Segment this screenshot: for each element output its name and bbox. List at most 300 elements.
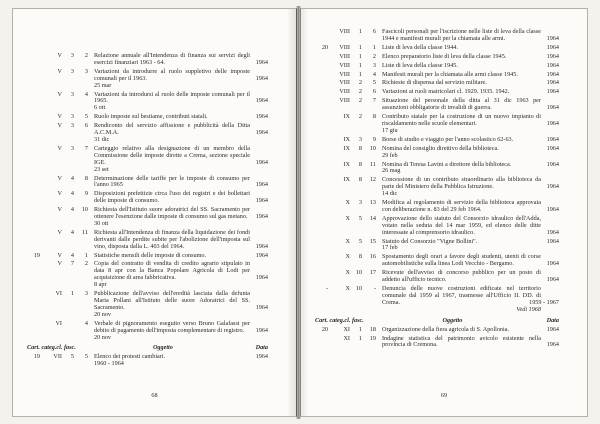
- entry-description-line: [94, 67, 268, 83]
- column-header-object: Oggetto: [442, 316, 463, 324]
- entry-category-numeral: IX: [343, 160, 350, 168]
- entry-class-number: 2: [358, 113, 362, 121]
- entry-fascicle-number: 6: [84, 122, 88, 130]
- inventory-entry: [315, 52, 559, 61]
- entry-description-line: [382, 199, 559, 214]
- entry-cart-number: [315, 54, 328, 61]
- entry-date: 6 ott: [94, 104, 106, 112]
- inventory-entry: [315, 113, 559, 135]
- entry-cart-number: [27, 207, 40, 228]
- entry-fascicle-number: 8: [372, 113, 376, 121]
- entry-category-numeral: V: [57, 67, 62, 75]
- entry-category-numeral: X: [345, 269, 350, 277]
- entry-description-line: [382, 79, 559, 87]
- entry-year: 1964: [546, 228, 559, 236]
- entry-description-line: [94, 122, 268, 137]
- entry-year: 1964: [546, 144, 559, 152]
- entry-category-numeral: V: [57, 251, 62, 259]
- entry-fascicle-number: 2: [84, 52, 88, 59]
- entry-fascicle-number: 2: [372, 52, 376, 60]
- entry-description-line: [382, 70, 559, 79]
- entry-year: 1964: [255, 181, 268, 189]
- entry-category-numeral: VIII: [339, 43, 350, 51]
- entry-description: Elenco preparatorio liste di leva della classe 1945.: [382, 52, 507, 60]
- entry-description-line: [94, 260, 268, 282]
- entry-description-line: [382, 97, 559, 112]
- inventory-entry: [315, 237, 559, 253]
- entry-date: 8 apr: [94, 281, 107, 289]
- entry-category-numeral: VIII: [339, 61, 350, 69]
- entry-cart-number: -: [325, 285, 328, 292]
- entry-class-number: [65, 321, 74, 342]
- entry-class-number: 4: [70, 251, 74, 259]
- inventory-entry: [315, 285, 559, 314]
- entry-fascicle-number: 7: [84, 144, 88, 152]
- entry-cart-number: [315, 254, 328, 268]
- entry-text-block: [91, 122, 268, 144]
- entry-class-number: 4: [70, 206, 74, 214]
- entry-year: 1964: [546, 237, 559, 245]
- entry-description: Elenco dei protesti cambiari.: [94, 353, 166, 361]
- entry-description: Situazione del personale della ditta al 31 dic 1963 per assunzioni obbligatorie di invalidi di guerra.: [382, 97, 541, 112]
- entry-fascicle-number: 8: [84, 174, 88, 182]
- entry-text-block: [379, 135, 559, 144]
- entry-description: Nomina del consiglio direttivo della biblioteca.: [382, 144, 499, 152]
- entry-year: 1964: [255, 129, 268, 137]
- entry-fascicle-number: 4: [84, 319, 88, 327]
- inventory-entry: [315, 214, 559, 237]
- entry-cart-number: [27, 92, 40, 113]
- entry-date: 30 ott: [94, 219, 109, 227]
- entry-description: Verbale di pignoramento eseguito verso Bruno Galafassi per debito di pagamento dell'imposta complementare di registro.: [94, 319, 250, 334]
- entry-text-block: [379, 144, 559, 160]
- entry-class-number: 4: [70, 228, 74, 236]
- entry-fascicle-number: 12: [369, 176, 376, 184]
- entry-fascicle-number: 6: [372, 88, 376, 96]
- entry-description-line: [94, 190, 268, 205]
- entry-description-line: [94, 52, 268, 67]
- entry-category-numeral: IX: [343, 144, 350, 152]
- column-header-object: Oggetto: [152, 344, 173, 352]
- entry-description: Liste di leva della classe 1944.: [382, 43, 458, 51]
- entry-date: 29 feb: [382, 151, 398, 159]
- inventory-entry: [27, 122, 268, 144]
- entry-text-block: [379, 28, 559, 43]
- entry-text-block: [91, 190, 268, 205]
- table-header-row: [315, 316, 559, 324]
- entry-class-number: 1: [358, 334, 362, 342]
- entry-year: 1964: [255, 242, 268, 250]
- entry-date: 17 feb: [382, 244, 398, 252]
- entry-cart-number: [315, 29, 328, 43]
- entry-category-numeral: VIII: [339, 97, 350, 105]
- table-header-row: [27, 344, 268, 352]
- entry-category-numeral: V: [57, 144, 62, 152]
- entry-text-block: [91, 353, 268, 368]
- entry-text-block: [91, 319, 268, 342]
- entry-year: 1964: [255, 97, 268, 105]
- entry-class-number: 10: [355, 269, 362, 277]
- entry-category-numeral: VII: [53, 353, 62, 361]
- entry-description-line: [382, 285, 559, 307]
- entry-text-block: [379, 88, 559, 96]
- entry-text-block: [379, 52, 559, 61]
- entry-category-numeral: V: [57, 190, 62, 198]
- entry-class-number: 3: [70, 67, 74, 75]
- entry-class-number: 2: [358, 97, 362, 105]
- inventory-entry: [27, 52, 268, 67]
- entry-description: Borse di studio e viaggio per l'anno scolastico 62-63.: [382, 135, 514, 143]
- inventory-entry: [315, 144, 559, 160]
- entry-class-number: 8: [358, 144, 362, 152]
- entry-fascicle-number: 3: [372, 61, 376, 69]
- entry-cart-number: [315, 72, 328, 79]
- entry-class-number: 8: [358, 253, 362, 261]
- inventory-entry: [315, 135, 559, 144]
- inventory-entry: [315, 334, 559, 350]
- entry-description: Organizzazione della fiera agricola di S. Apollonia.: [382, 325, 510, 333]
- entry-fascicle-number: 3: [84, 67, 88, 75]
- entry-description: Fascicoli personali per l'iscrizione nelle liste di leva della classe 1944 e manifesti murali per la chiamata alle armi.: [382, 28, 541, 42]
- entry-fascicle-number: 9: [84, 190, 88, 198]
- entry-fascicle-number: 7: [372, 97, 376, 105]
- entry-description-line: [382, 214, 559, 237]
- entry-description: Ricevute dell'avviso di concorso pubblico per un posto di addetto all'ufficio tecnico.: [382, 269, 541, 284]
- entry-cart-number: [315, 146, 328, 160]
- entry-description-line: [94, 174, 268, 190]
- entry-class-number: 5: [358, 214, 362, 222]
- entry-description: Manifesti murali per la chiamata alle armi classe 1945.: [382, 70, 518, 78]
- entry-class-number: 10: [355, 285, 362, 292]
- entry-class-number: 2: [358, 79, 362, 87]
- entry-category-numeral: V: [57, 90, 62, 98]
- entry-note: Vedi 1968: [516, 305, 541, 313]
- entry-description-line: [382, 269, 559, 284]
- entry-description-line: [382, 52, 559, 61]
- entry-year: 1964: [255, 197, 268, 205]
- entry-cart-number: [315, 239, 328, 253]
- inventory-entry: [27, 90, 268, 113]
- entry-cart-number: [27, 176, 40, 190]
- entry-year: 1964: [546, 70, 559, 78]
- inventory-entry: [315, 43, 559, 52]
- entry-cart-number: [315, 114, 328, 135]
- entry-text-block: [91, 174, 268, 190]
- entry-class-number: 3: [70, 90, 74, 98]
- inventory-entry: [27, 174, 268, 190]
- entry-fascicle-number: 11: [370, 160, 376, 168]
- page-number-right: 69: [440, 392, 448, 399]
- entry-description-line: [382, 61, 559, 70]
- entry-category-numeral: XI: [343, 325, 350, 333]
- entry-description: Variazioni da introdursi al ruolo delle imposte comunali per il 1965.: [94, 90, 250, 105]
- entry-description: Copia del contratto di vendita di credito agrario stipulato in data 8 apr con la Banca Popolare Agricola di Lodi per acquisizione di area fabbricativa.: [94, 260, 250, 282]
- entry-date: 31 dic: [94, 135, 110, 143]
- entry-fascicle-number: 19: [369, 334, 376, 342]
- entry-class-number: 3: [70, 122, 74, 130]
- inventory-entry: [315, 269, 559, 284]
- entry-year: 1964: [546, 325, 559, 333]
- entry-cart-number: [315, 216, 328, 237]
- right-page-entry-list: [301, 9, 587, 351]
- entry-description: Approvazione dello statuto del Consorzio idraulico dell'Adda, votato nella seduta del 14 mar 1959, ed elenco delle ditte interessate al comprensorio idraulico.: [382, 214, 541, 236]
- entry-category-numeral: X: [345, 253, 350, 261]
- inventory-entry: [315, 28, 559, 43]
- entry-year: 1964: [546, 135, 559, 143]
- entry-category-numeral: IX: [343, 113, 350, 121]
- entry-year: 1964: [546, 119, 559, 127]
- entry-class-number: 1: [358, 28, 362, 35]
- entry-year: 1964: [255, 113, 268, 121]
- entry-fascicle-number: 10: [81, 206, 88, 214]
- entry-text-block: [379, 113, 559, 135]
- entry-description-line: [94, 206, 268, 221]
- inventory-entry: [315, 199, 559, 214]
- entry-fascicle-number: 17: [369, 269, 376, 277]
- entry-cart-number: [315, 89, 328, 96]
- entry-fascicle-number: 9: [372, 135, 376, 143]
- entry-class-number: 1: [70, 290, 74, 298]
- entry-description-line: [94, 319, 268, 335]
- entry-category-numeral: X: [345, 214, 350, 222]
- entry-cart-number: [315, 270, 328, 284]
- entry-cart-number: [27, 123, 40, 144]
- entry-description-line: [382, 88, 559, 96]
- entry-category-numeral: VIII: [339, 70, 350, 78]
- entry-fascicle-number: 18: [369, 325, 376, 333]
- entry-fascicle-number: 13: [369, 199, 376, 207]
- entry-date: 26 mag: [382, 167, 401, 175]
- entry-description: Variazioni ai ruoli matricolari cl. 1929. 1935. 1942.: [382, 88, 510, 96]
- entry-year: 1964: [255, 74, 268, 82]
- inventory-entry: [27, 190, 268, 205]
- inventory-entry: [315, 97, 559, 112]
- entry-category-numeral: VIII: [339, 88, 350, 96]
- entry-cart-number: 20: [321, 43, 328, 51]
- entry-fascicle-number: 5: [84, 353, 88, 361]
- entry-description: Pubblicazione dell'avviso dell'eredità lasciata dalla defunta Maria Pollani all'Istituto delle suore Adoratrici del SS. Sacramento.: [94, 290, 250, 311]
- entry-text-block: [91, 206, 268, 228]
- entry-class-number: 1: [358, 61, 362, 69]
- entry-category-numeral: XI: [343, 334, 350, 342]
- entry-description: Disposizioni prefettizie circa l'uso dei registri e dei bollettari delle imposte di consumo.: [94, 190, 250, 205]
- entry-class-number: 3: [358, 135, 362, 143]
- entry-description-line: [94, 144, 268, 167]
- entry-year: 1964: [546, 104, 559, 112]
- entry-category-numeral: IX: [343, 135, 350, 143]
- entry-text-block: [379, 160, 559, 176]
- entry-description-line: [94, 251, 268, 260]
- entry-text-block: [379, 285, 559, 314]
- entry-year: 1964: [255, 213, 268, 221]
- right-page: [300, 8, 588, 417]
- entry-class-number: 1: [358, 52, 362, 60]
- entry-text-block: [379, 253, 559, 268]
- inventory-entry: [27, 113, 268, 121]
- inventory-entry: [315, 160, 559, 176]
- entry-class-number: 3: [70, 113, 74, 121]
- entry-text-block: [379, 176, 559, 198]
- entry-cart-number: 19: [33, 353, 40, 361]
- entry-description: Rendiconto del servizio affissione e pubblicità della Ditta A.C.M.A.: [94, 122, 250, 137]
- inventory-entry: [27, 144, 268, 174]
- entry-description: Carteggio relativo alla designazione di un membro della Commissione delle imposte dirette a Crema, sezione speciale IGE.: [94, 144, 250, 166]
- entry-year: 1964: [546, 341, 559, 349]
- entry-fascicle-number: 5: [84, 113, 88, 121]
- entry-cart-number: 20: [321, 325, 328, 333]
- inventory-entry: [315, 176, 559, 198]
- entry-description-line: [382, 176, 559, 191]
- entry-class-number: 1: [358, 43, 362, 51]
- entry-description-line: [382, 144, 559, 153]
- column-header-reference: Cart. categ.cl. fasc.: [315, 316, 364, 324]
- entry-fascicle-number: 5: [372, 79, 376, 87]
- entry-description-line: [94, 113, 268, 121]
- entry-description: Contributo statale per la costruzione di un nuovo impianto di riscaldamento nelle scuole elementari.: [382, 113, 541, 127]
- entry-description-line: [382, 135, 559, 144]
- entry-description-line: [382, 334, 559, 350]
- entry-description: Ruolo imposte sul bestiame, contributi statali.: [94, 113, 208, 121]
- entry-description-line: [382, 43, 559, 52]
- inventory-entry: [27, 206, 268, 228]
- entry-cart-number: 19: [33, 251, 40, 259]
- column-header-date: Data: [546, 316, 559, 324]
- entry-cart-number: [27, 69, 40, 90]
- entry-text-block: [379, 325, 559, 334]
- entry-class-number: 8: [358, 176, 362, 184]
- inventory-entry: [27, 228, 268, 251]
- entry-cart-number: [27, 114, 40, 121]
- entry-description: Relazione annuale all'Intendenza di finanza sui servizi degli esercizi finanziari 1963 - 64.: [94, 52, 250, 66]
- entry-year: 1964: [546, 79, 559, 87]
- entry-year: 1964: [546, 160, 559, 168]
- entry-date: 17 giu: [382, 126, 398, 134]
- inventory-entry: [27, 260, 268, 289]
- entry-cart-number: [27, 191, 40, 205]
- entry-description-line: [94, 90, 268, 106]
- entry-fascicle-number: 16: [369, 253, 376, 261]
- entry-category-numeral: X: [345, 237, 350, 245]
- entry-category-numeral: IX: [343, 176, 350, 184]
- entry-cart-number: [315, 98, 328, 112]
- entry-category-numeral: V: [57, 122, 62, 130]
- entry-category-numeral: V: [57, 113, 62, 121]
- entry-class-number: 2: [358, 88, 362, 96]
- entry-class-number: 5: [70, 353, 74, 361]
- entry-description: Richiesta all'Intendenza di finanza della liquidazione dei fondi derivanti dalle perdite subite per l'abolizione dell'imposta sul vino, disposta dalla L. 403 del 1964.: [94, 228, 250, 250]
- entry-year: 1964: [546, 34, 559, 42]
- entry-cart-number: [315, 177, 328, 198]
- entry-year: 1964: [255, 251, 268, 259]
- entry-category-numeral: X: [345, 199, 350, 207]
- entry-text-block: [379, 61, 559, 70]
- entry-description-line: [382, 28, 559, 43]
- entry-description: Richieste di dispensa dal servizio militare.: [382, 79, 487, 87]
- entry-year: 1964: [546, 260, 559, 268]
- entry-text-block: [91, 113, 268, 121]
- entry-date: 20 nov: [94, 333, 112, 341]
- inventory-entry: [27, 353, 268, 368]
- entry-text-block: [379, 269, 559, 284]
- entry-description: Indagine statistica del patrimonio avicolo esistente nella provincia di Cremona.: [382, 334, 541, 349]
- entry-class-number: 4: [70, 174, 74, 182]
- inventory-entry: [27, 319, 268, 342]
- entry-category-numeral: VIII: [339, 28, 350, 35]
- entry-fascicle-number: 1: [84, 251, 88, 259]
- entry-category-numeral: VIII: [339, 52, 350, 60]
- entry-date: 25 mar: [94, 81, 112, 89]
- entry-text-block: [379, 199, 559, 214]
- entry-description-line: [382, 325, 559, 334]
- entry-cart-number: [27, 146, 40, 174]
- entry-fascicle-number: -: [373, 285, 376, 292]
- entry-description: Statistiche mensili delle imposte di consumo.: [94, 251, 207, 259]
- left-page-entry-list: [13, 9, 296, 370]
- entry-cart-number: [27, 261, 40, 289]
- entry-class-number: 1: [358, 325, 362, 333]
- entry-category-numeral: VI: [55, 319, 62, 327]
- entry-text-block: [91, 52, 268, 67]
- entry-fascicle-number: 4: [372, 70, 376, 78]
- entry-cart-number: [27, 291, 40, 319]
- entry-class-number: 3: [70, 52, 74, 59]
- inventory-entry: [27, 290, 268, 319]
- entry-text-block: [379, 70, 559, 79]
- entry-fascicle-number: 6: [372, 28, 376, 35]
- page-number-left: 68: [151, 392, 158, 399]
- entry-fascicle-number: 2: [84, 260, 88, 268]
- entry-class-number: 5: [358, 237, 362, 245]
- entry-category-numeral: V: [57, 228, 62, 236]
- entry-text-block: [91, 290, 268, 319]
- entry-description: Determinazione delle tariffe per le imposte di consumo per l'anno 1965: [94, 174, 250, 189]
- entry-year: 1964: [255, 353, 268, 361]
- entry-text-block: [379, 97, 559, 112]
- entry-fascicle-number: 4: [84, 90, 88, 98]
- inventory-entry: [315, 253, 559, 268]
- entry-category-numeral: X: [345, 285, 350, 292]
- entry-fascicle-number: 15: [369, 237, 376, 245]
- entry-fascicle-number: 10: [369, 144, 376, 152]
- column-header-date: Data: [255, 344, 268, 352]
- entry-fascicle-number: 11: [82, 228, 88, 236]
- entry-year: 1964: [255, 58, 268, 66]
- entry-cart-number: [315, 137, 328, 144]
- entry-description: Richiesta dell'Istituto suore adoratrici del SS. Sacramento per ottenere l'esenzione dalle imposte di consumo sul gas metano.: [94, 206, 250, 221]
- entry-description-line: [382, 237, 559, 246]
- entry-text-block: [379, 334, 559, 350]
- entry-year: 1964: [546, 43, 559, 51]
- entry-year: 1964: [546, 52, 559, 60]
- entry-description-line: [382, 160, 559, 169]
- entry-description-line: [94, 353, 268, 361]
- entry-description: Nomina di Teresa Lavini a direttore della biblioteca.: [382, 160, 512, 168]
- entry-description: Liste di leva della classe 1945.: [382, 61, 458, 69]
- entry-date: 1960 - 1964: [94, 360, 124, 368]
- entry-class-number: 4: [70, 190, 74, 198]
- entry-category-numeral: VIII: [339, 79, 350, 87]
- entry-class-number: 3: [70, 144, 74, 152]
- entry-class-number: 3: [358, 199, 362, 207]
- entry-fascicle-number: 14: [369, 214, 376, 222]
- entry-category-numeral: V: [57, 52, 62, 59]
- entry-description: Statuto del Consorzio "Vigne Bollini".: [382, 237, 478, 245]
- entry-text-block: [379, 43, 559, 52]
- entry-description: Variazioni da introdurre al ruolo suppletivo delle imposte comunali per il 1963.: [94, 67, 250, 82]
- entry-cart-number: [27, 230, 40, 251]
- entry-category-numeral: V: [57, 174, 62, 182]
- inventory-entry: [315, 79, 559, 87]
